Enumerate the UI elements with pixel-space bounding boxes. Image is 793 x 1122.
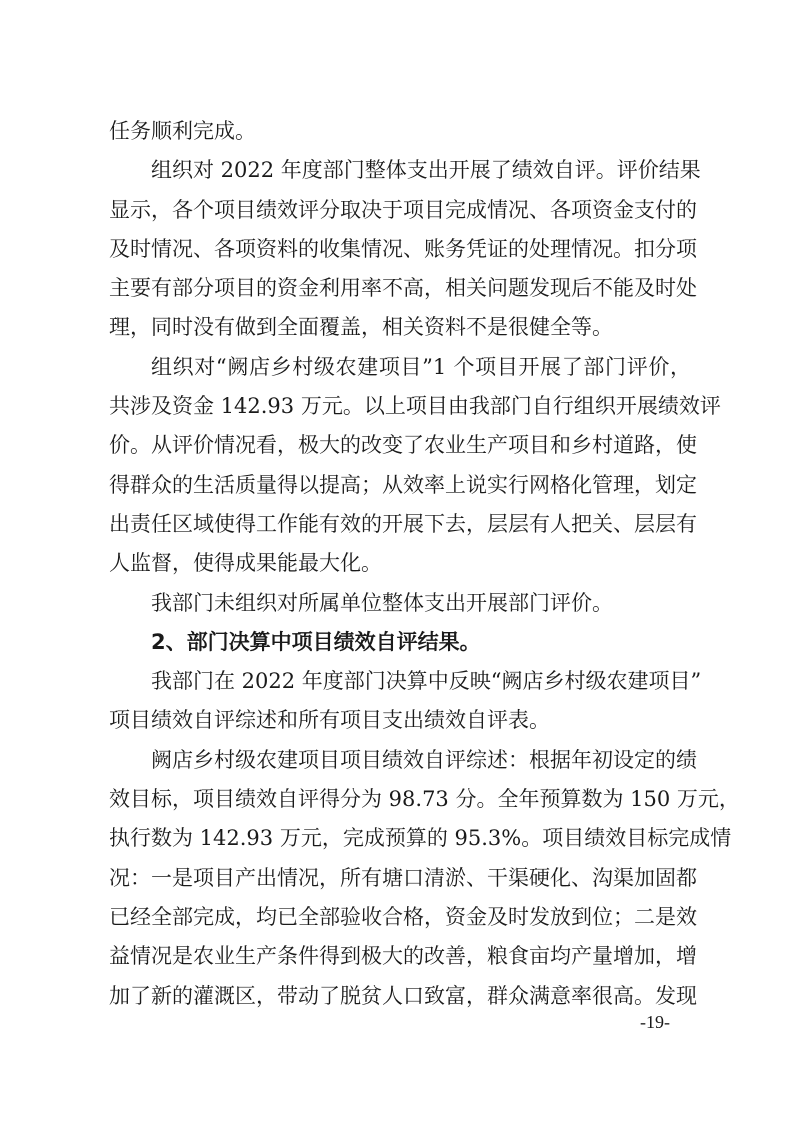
text-line: 我部门未组织对所属单位整体支出开展部门评价。 <box>151 590 613 615</box>
page-number: -19- <box>640 1012 670 1032</box>
text-line: 显示，各个项目绩效评分取决于项目完成情况、各项资金支付的 <box>109 197 697 222</box>
text-line: 组织对 2022 年度部门整体支出开展了绩效自评。评价结果 <box>151 158 701 183</box>
section-heading <box>109 623 691 662</box>
paragraph <box>109 112 691 151</box>
text-line: 任务顺利完成。 <box>109 119 256 143</box>
text-line: 效目标，项目绩效自评得分为 98.73 分。全年预算数为 150 万元， <box>109 787 740 812</box>
text-line: 况：一是项目产出情况，所有塘口清淤、干渠硬化、沟渠加固都 <box>109 865 697 890</box>
heading-text: 2、部门决算中项目绩效自评结果。 <box>151 629 481 654</box>
text-line: 共涉及资金 142.93 万元。以上项目由我部门自行组织开展绩效评 <box>109 394 721 419</box>
paragraph <box>109 584 691 623</box>
text-line: 项目绩效自评综述和所有项目支出绩效自评表。 <box>109 708 550 733</box>
text-line: 主要有部分项目的资金利用率不高，相关问题发现后不能及时处 <box>109 276 697 301</box>
paragraph <box>109 741 740 1016</box>
paragraph <box>109 662 702 741</box>
text-line: 益情况是农业生产条件得到极大的改善，粮食亩均产量增加，增 <box>109 944 697 969</box>
document-body <box>109 112 740 1016</box>
text-line: 已经全部完成，均已全部验收合格，资金及时发放到位；二是效 <box>109 904 697 929</box>
paragraph <box>109 151 701 347</box>
text-line: 执行数为 142.93 万元，完成预算的 95.3%。项目绩效目标完成情 <box>109 826 732 851</box>
text-line: 人监督，使得成果能最大化。 <box>109 551 382 576</box>
text-line: 价。从评价情况看，极大的改变了农业生产项目和乡村道路，使 <box>109 433 697 458</box>
text-line: 组织对“阙店乡村级农建项目”1 个项目开展了部门评价， <box>151 354 691 379</box>
text-line: 我部门在 2022 年度部门决算中反映“阙店乡村级农建项目” <box>151 669 702 694</box>
text-line: 加了新的灌溉区，带动了脱贫人口致富，群众满意率很高。发现 <box>109 983 697 1008</box>
text-line: 得群众的生活质量得以提高；从效率上说实行网格化管理，划定 <box>109 472 697 497</box>
paragraph <box>109 348 721 584</box>
text-line: 出责任区域使得工作能有效的开展下去，层层有人把关、层层有 <box>109 511 697 536</box>
text-line: 理，同时没有做到全面覆盖，相关资料不是很健全等。 <box>109 315 613 340</box>
text-line: 及时情况、各项资料的收集情况、账务凭证的处理情况。扣分项 <box>109 236 697 261</box>
text-line: 阙店乡村级农建项目项目绩效自评综述：根据年初设定的绩 <box>151 747 697 772</box>
